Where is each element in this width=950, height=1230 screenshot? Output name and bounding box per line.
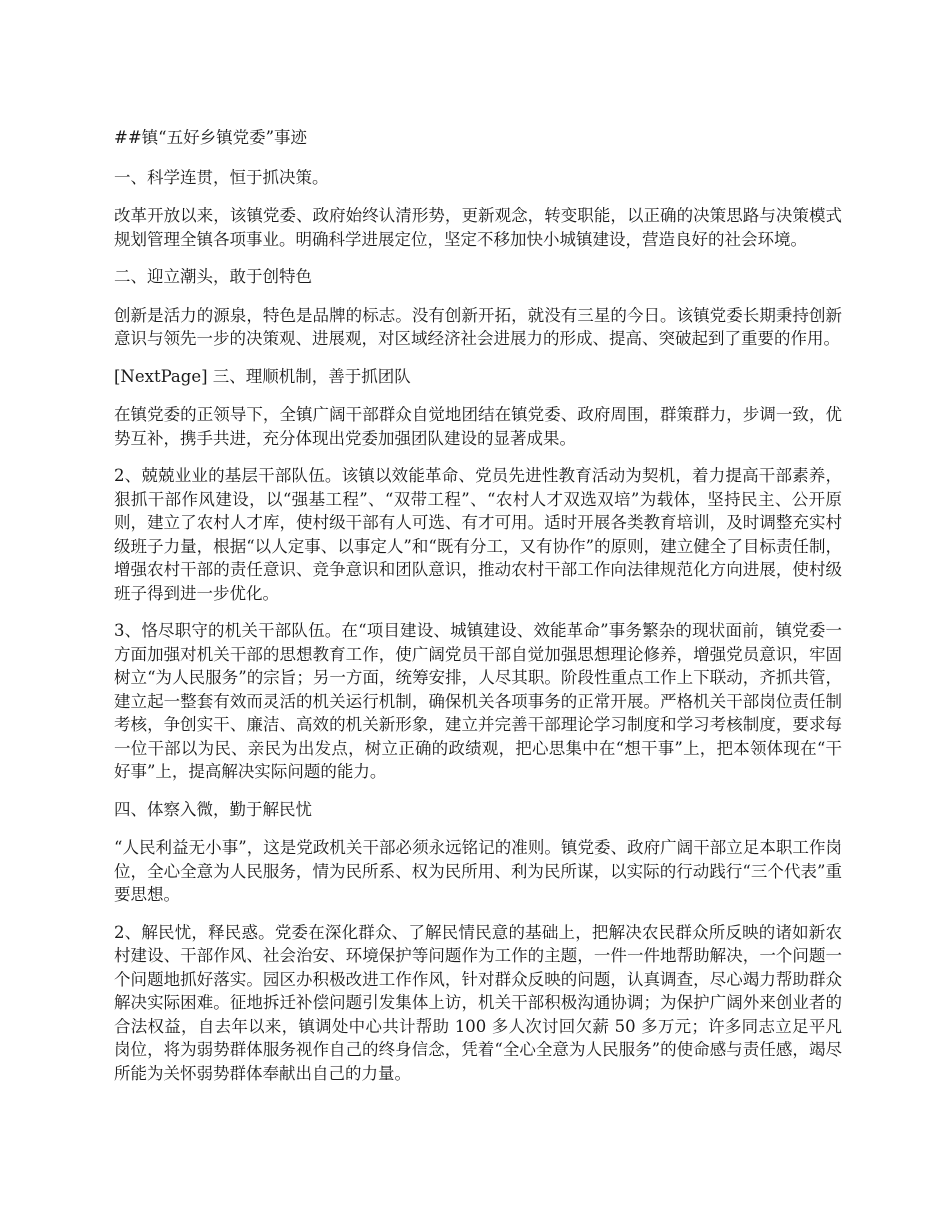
section-heading-2: 二、迎立潮头，敢于创特色 <box>114 267 312 286</box>
body-paragraph-3: 在镇党委的正领导下，全镇广阔干部群众自觉地团结在镇党委、政府周围，群策群力，步调一致，优势互补，携手共进，充分体现出党委加强团队建设的显著成果。 <box>114 405 842 448</box>
body-paragraph-6: “人民利益无小事”，这是党政机关干部必须永远铭记的准则。镇党委、政府广阔干部立足本职工作岗位，全心全意为人民服务，情为民所系、权为民所用、利为民所谋，以实际的行动践行“三个代表”重要思想。 <box>114 838 842 904</box>
section-heading-1: 一、科学连贯，恒于抓决策。 <box>114 167 329 187</box>
section-heading-4: 四、体察入微，勤于解民忧 <box>114 799 312 819</box>
body-paragraph-7: 2、解民忧，释民惑。党委在深化群众、了解民情民意的基础上，把解决农民群众所反映的诸如新农村建设、干部作风、社会治安、环境保护等问题作为工作的主题，一件一件地帮助解决，一个问题一个问题地抓好落实。园区办积极改进工作作风，针对群众反映的问题，认真调查，尽心竭力帮助群众解决实际困难。征地拆迁补偿问题引发集体上访，机关干部积极沟通协调；为保护广阔外来创业者的合法权益，自去年以来，镇调处中心共计帮助 100 多人次讨回欠薪 50 多万元；许多同志立足平凡岗位，将为弱势群体服务视作自己的终身信念，凭着“全心全意为人民服务”的使命感与责任感，竭尽所能为关怀弱势群体奉献出自己的力量。 <box>114 922 842 1083</box>
body-paragraph-4: 2、兢兢业业的基层干部队伍。该镇以效能革命、党员先进性教育活动为契机，着力提高干部素养，狠抓干部作风建设，以“强基工程”、“双带工程”、“农村人才双选双培”为载体，坚持民主、公开原则，建立了农村人才库，使村级干部有人可选、有才可用。适时开展各类教育培训，及时调整充实村级班子力量，根据“以人定事、以事定人”和“既有分工，又有协作”的原则，建立健全了目标责任制，增强农村干部的责任意识、竞争意识和团队意识，推动农村干部工作向法律规范化方向进展，使村级班子得到进一步优化。 <box>114 466 842 603</box>
body-paragraph-5: 3、恪尽职守的机关干部队伍。在“项目建设、城镇建设、效能革命”事务繁杂的现状面前，镇党委一方面加强对机关干部的思想教育工作，使广阔党员干部自觉加强思想理论修养，增强党员意识，牢固树立“为人民服务”的宗旨；另一方面，统筹安排，人尽其职。阶段性重点工作上下联动，齐抓共管，建立起一整套有效而灵活的机关运行机制，确保机关各项事务的正常开展。严格机关干部岗位责任制考核，争创实干、廉洁、高效的机关新形象，建立并完善干部理论学习制度和学习考核制度，要求每一位干部以为民、亲民为出发点，树立正确的政绩观，把心思集中在“想干事”上，把本领体现在“干好事”上，提高解决实际问题的能力。 <box>114 621 842 781</box>
document-title: ##镇“五好乡镇党委”事迹 <box>114 128 308 147</box>
document-page <box>114 126 842 1099</box>
body-paragraph-2: 创新是活力的源泉，特色是品牌的标志。没有创新开拓，就没有三星的今日。该镇党委长期秉持创新意识与领先一步的决策观、进展观，对区域经济社会进展力的形成、提高、突破起到了重要的作用。 <box>114 305 842 348</box>
body-paragraph-1: 改革开放以来，该镇党委、政府始终认清形势，更新观念，转变职能，以正确的决策思路与决策模式规划管理全镇各项事业。明确科学进展定位，坚定不移加快小城镇建设，营造良好的社会环境。 <box>114 206 842 249</box>
section-heading-3: [NextPage] 三、理顺机制，善于抓团队 <box>114 366 411 386</box>
